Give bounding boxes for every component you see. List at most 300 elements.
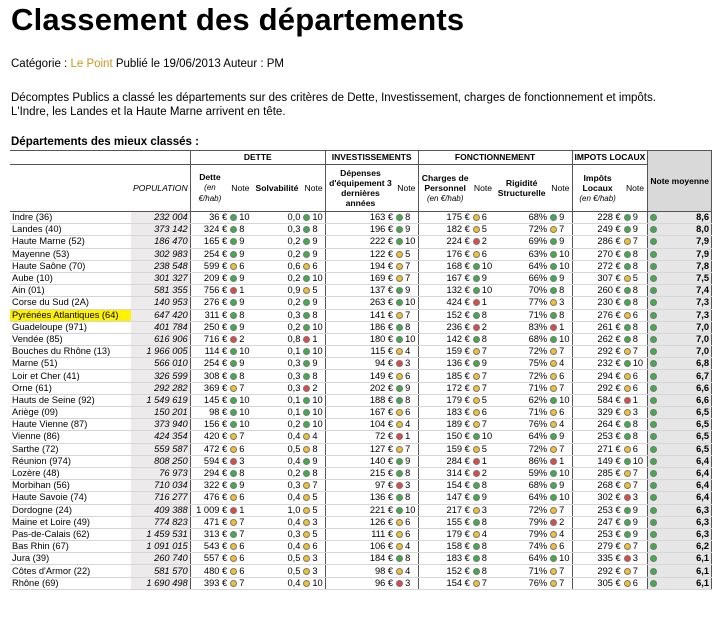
status-dot-icon (303, 324, 310, 331)
depenses-value: 115 € (325, 346, 395, 358)
rigidite-note: 7 (549, 382, 572, 394)
rigidite-value: 64% (494, 492, 549, 504)
depenses-value: 202 € (325, 382, 395, 394)
solvabilite-note: 1 (302, 333, 325, 345)
status-dot-icon (230, 446, 237, 453)
rigidite-value: 63% (494, 248, 549, 260)
solvabilite-value: 0,4 (252, 577, 303, 589)
rigidite-value: 79% (494, 528, 549, 540)
depenses-value: 196 € (325, 224, 395, 236)
charges-note: 2 (472, 236, 494, 248)
status-dot-icon (473, 507, 480, 514)
impots-note: 9 (623, 212, 648, 224)
status-dot-icon (230, 433, 237, 440)
status-dot-icon (473, 543, 480, 550)
status-dot-icon (624, 555, 631, 562)
rigidite-note: 8 (549, 285, 572, 297)
solvabilite-note: 10 (302, 272, 325, 284)
population-value: 1 690 498 (131, 577, 190, 589)
depenses-note: 9 (395, 285, 418, 297)
rigidite-note: 2 (549, 516, 572, 528)
impots-value: 264 € (572, 419, 623, 431)
status-dot-icon (624, 263, 631, 270)
status-dot-icon (650, 519, 657, 526)
solvabilite-value: 0,1 (252, 407, 303, 419)
impots-value: 272 € (572, 260, 623, 272)
note-moyenne-value: 6,8 (648, 358, 712, 370)
depenses-value: 136 € (325, 492, 395, 504)
rigidite-note: 9 (549, 431, 572, 443)
solvabilite-note: 5 (302, 492, 325, 504)
impots-note: 3 (623, 407, 648, 419)
status-dot-icon (230, 580, 237, 587)
status-dot-icon (396, 238, 403, 245)
dept-name: Côtes d'Armor (22) (10, 565, 131, 577)
solvabilite-note: 10 (302, 577, 325, 589)
rigidite-note: 1 (549, 455, 572, 467)
charges-note: 7 (472, 370, 494, 382)
header-note-rigidite: Note (549, 165, 572, 212)
dette-note: 6 (229, 565, 251, 577)
depenses-value: 106 € (325, 541, 395, 553)
impots-note: 9 (623, 528, 648, 540)
status-dot-icon (396, 531, 403, 538)
solvabilite-value: 0,3 (252, 528, 303, 540)
charges-note: 6 (472, 248, 494, 260)
dette-note: 9 (229, 248, 251, 260)
charges-value: 182 € (418, 224, 472, 236)
category-link[interactable]: Le Point (70, 58, 113, 70)
status-dot-icon (650, 421, 657, 428)
charges-note: 8 (472, 565, 494, 577)
table-row (10, 443, 712, 455)
population-value: 581 570 (131, 565, 190, 577)
rigidite-note: 9 (549, 480, 572, 492)
dept-name: Rhône (69) (10, 577, 131, 589)
note-moyenne-value: 7,3 (648, 309, 712, 321)
rigidite-note: 8 (549, 309, 572, 321)
status-dot-icon (303, 580, 310, 587)
table-row (10, 577, 712, 589)
depenses-value: 263 € (325, 297, 395, 309)
solvabilite-note: 9 (302, 248, 325, 260)
rigidite-value: 64% (494, 431, 549, 443)
note-moyenne-value: 7,8 (648, 260, 712, 272)
status-dot-icon (230, 373, 237, 380)
population-value: 424 354 (131, 431, 190, 443)
rigidite-value: 62% (494, 394, 549, 406)
solvabilite-note: 10 (302, 419, 325, 431)
status-dot-icon (650, 360, 657, 367)
table-row (10, 492, 712, 504)
depenses-note: 10 (395, 297, 418, 309)
status-dot-icon (650, 263, 657, 270)
status-dot-icon (473, 275, 480, 282)
impots-value: 584 € (572, 394, 623, 406)
charges-value: 176 € (418, 248, 472, 260)
note-moyenne-value: 8,6 (648, 212, 712, 224)
solvabilite-note: 8 (302, 443, 325, 455)
status-dot-icon (650, 336, 657, 343)
rigidite-value: 64% (494, 553, 549, 565)
rigidite-value: 72% (494, 504, 549, 516)
status-dot-icon (650, 433, 657, 440)
status-dot-icon (230, 519, 237, 526)
status-dot-icon (473, 421, 480, 428)
depenses-note: 6 (395, 528, 418, 540)
population-value: 1 549 619 (131, 394, 190, 406)
status-dot-icon (303, 287, 310, 294)
population-value: 76 973 (131, 467, 190, 479)
charges-value: 159 € (418, 443, 472, 455)
rigidite-note: 10 (549, 260, 572, 272)
depenses-note: 9 (395, 455, 418, 467)
dept-name: Bouches du Rhône (13) (10, 346, 131, 358)
solvabilite-value: 0,1 (252, 394, 303, 406)
dette-value: 472 € (190, 443, 229, 455)
depenses-note: 7 (395, 309, 418, 321)
solvabilite-note: 10 (302, 394, 325, 406)
group-header-row (10, 151, 712, 165)
dette-note: 9 (229, 272, 251, 284)
depenses-value: 149 € (325, 370, 395, 382)
depenses-note: 4 (395, 346, 418, 358)
table-row (10, 504, 712, 516)
charges-note: 1 (472, 455, 494, 467)
charges-note: 2 (472, 467, 494, 479)
charges-value: 136 € (418, 358, 472, 370)
charges-note: 10 (472, 285, 494, 297)
dept-name: Réunion (974) (10, 455, 131, 467)
depenses-value: 167 € (325, 407, 395, 419)
solvabilite-note: 3 (302, 553, 325, 565)
status-dot-icon (550, 214, 557, 221)
status-dot-icon (650, 482, 657, 489)
status-dot-icon (550, 507, 557, 514)
rigidite-note: 10 (549, 492, 572, 504)
status-dot-icon (550, 482, 557, 489)
solvabilite-note: 8 (302, 467, 325, 479)
status-dot-icon (303, 299, 310, 306)
rigidite-value: 66% (494, 272, 549, 284)
note-moyenne-value: 7,4 (648, 285, 712, 297)
charges-value: 155 € (418, 516, 472, 528)
dette-value: 393 € (190, 577, 229, 589)
impots-note: 10 (623, 358, 648, 370)
status-dot-icon (473, 494, 480, 501)
note-moyenne-value: 6,5 (648, 419, 712, 431)
charges-value: 314 € (418, 467, 472, 479)
status-dot-icon (650, 287, 657, 294)
depenses-note: 10 (395, 504, 418, 516)
charges-value: 179 € (418, 528, 472, 540)
dette-value: 324 € (190, 224, 229, 236)
status-dot-icon (550, 568, 557, 575)
note-moyenne-value: 6,6 (648, 394, 712, 406)
impots-value: 286 € (572, 236, 623, 248)
status-dot-icon (550, 397, 557, 404)
dette-note: 6 (229, 260, 251, 272)
status-dot-icon (230, 409, 237, 416)
impots-note: 6 (623, 443, 648, 455)
status-dot-icon (624, 226, 631, 233)
rigidite-value: 72% (494, 370, 549, 382)
status-dot-icon (396, 555, 403, 562)
depenses-note: 10 (395, 333, 418, 345)
dette-value: 250 € (190, 321, 229, 333)
rigidite-value: 68% (494, 212, 549, 224)
status-dot-icon (624, 543, 631, 550)
impots-note: 8 (623, 285, 648, 297)
rigidite-note: 10 (549, 394, 572, 406)
depenses-value: 140 € (325, 455, 395, 467)
impots-value: 294 € (572, 370, 623, 382)
table-row (10, 260, 712, 272)
impots-note: 7 (623, 467, 648, 479)
rigidite-note: 3 (549, 297, 572, 309)
table-row (10, 248, 712, 260)
rigidite-value: 77% (494, 297, 549, 309)
depenses-note: 6 (395, 370, 418, 382)
dette-note: 6 (229, 541, 251, 553)
status-dot-icon (473, 263, 480, 270)
rigidite-value: 86% (494, 455, 549, 467)
status-dot-icon (550, 446, 557, 453)
solvabilite-value: 0,8 (252, 333, 303, 345)
dette-note: 10 (229, 346, 251, 358)
depenses-value: 222 € (325, 236, 395, 248)
impots-value: 270 € (572, 248, 623, 260)
charges-value: 284 € (418, 455, 472, 467)
population-value: 616 906 (131, 333, 190, 345)
status-dot-icon (624, 348, 631, 355)
status-dot-icon (473, 580, 480, 587)
rigidite-note: 7 (549, 224, 572, 236)
dette-note: 2 (229, 333, 251, 345)
depenses-note: 1 (395, 431, 418, 443)
note-moyenne-value: 6,1 (648, 565, 712, 577)
status-dot-icon (230, 397, 237, 404)
charges-note: 6 (472, 407, 494, 419)
solvabilite-note: 6 (302, 541, 325, 553)
dette-value: 276 € (190, 297, 229, 309)
status-dot-icon (650, 446, 657, 453)
solvabilite-value: 0,2 (252, 236, 303, 248)
dette-value: 476 € (190, 492, 229, 504)
header-impots: Impôts Locaux (en €/hab) (572, 165, 623, 212)
status-dot-icon (396, 226, 403, 233)
population-value: 301 327 (131, 272, 190, 284)
charges-value: 424 € (418, 297, 472, 309)
solvabilite-value: 0,3 (252, 224, 303, 236)
charges-note: 8 (472, 309, 494, 321)
dette-note: 7 (229, 382, 251, 394)
dept-name: Vienne (86) (10, 431, 131, 443)
depenses-value: 188 € (325, 394, 395, 406)
table-row (10, 480, 712, 492)
status-dot-icon (650, 568, 657, 575)
impots-value: 253 € (572, 431, 623, 443)
note-moyenne-value: 6,4 (648, 455, 712, 467)
note-moyenne-value: 8,0 (648, 224, 712, 236)
status-dot-icon (550, 336, 557, 343)
charges-value: 132 € (418, 285, 472, 297)
population-value: 710 034 (131, 480, 190, 492)
charges-note: 8 (472, 333, 494, 345)
status-dot-icon (230, 470, 237, 477)
rigidite-note: 7 (549, 577, 572, 589)
depenses-note: 9 (395, 382, 418, 394)
status-dot-icon (473, 312, 480, 319)
table-row (10, 224, 712, 236)
status-dot-icon (230, 251, 237, 258)
status-dot-icon (303, 555, 310, 562)
rigidite-note: 10 (549, 333, 572, 345)
depenses-value: 141 € (325, 309, 395, 321)
header-note-dette: Note (229, 165, 251, 212)
rigidite-value: 75% (494, 358, 549, 370)
solvabilite-value: 0,2 (252, 419, 303, 431)
solvabilite-note: 10 (302, 212, 325, 224)
note-moyenne-value: 6,1 (648, 553, 712, 565)
dept-name: Marne (51) (10, 358, 131, 370)
status-dot-icon (303, 458, 310, 465)
status-dot-icon (396, 507, 403, 514)
dette-note: 6 (229, 492, 251, 504)
rigidite-note: 7 (549, 565, 572, 577)
rigidite-note: 6 (549, 370, 572, 382)
note-moyenne-value: 6,5 (648, 431, 712, 443)
depenses-value: 72 € (325, 431, 395, 443)
note-moyenne-value: 6,3 (648, 528, 712, 540)
depenses-value: 137 € (325, 285, 395, 297)
status-dot-icon (624, 385, 631, 392)
status-dot-icon (230, 458, 237, 465)
status-dot-icon (396, 458, 403, 465)
impots-note: 8 (623, 431, 648, 443)
table-row (10, 321, 712, 333)
status-dot-icon (303, 543, 310, 550)
impots-value: 247 € (572, 516, 623, 528)
rigidite-note: 6 (549, 407, 572, 419)
note-moyenne-value: 6,2 (648, 541, 712, 553)
solvabilite-note: 2 (302, 382, 325, 394)
status-dot-icon (550, 360, 557, 367)
dette-value: 313 € (190, 528, 229, 540)
status-dot-icon (650, 397, 657, 404)
note-moyenne-value: 6,5 (648, 443, 712, 455)
status-dot-icon (303, 275, 310, 282)
charges-value: 150 € (418, 431, 472, 443)
solvabilite-note: 4 (302, 431, 325, 443)
dette-note: 9 (229, 236, 251, 248)
depenses-value: 98 € (325, 565, 395, 577)
impots-value: 276 € (572, 309, 623, 321)
impots-note: 7 (623, 236, 648, 248)
page-title: Classement des départements (11, 2, 465, 37)
dept-name: Mayenne (53) (10, 248, 131, 260)
solvabilite-note: 9 (302, 358, 325, 370)
dette-note: 10 (229, 419, 251, 431)
status-dot-icon (303, 214, 310, 221)
table-row (10, 467, 712, 479)
status-dot-icon (473, 348, 480, 355)
status-dot-icon (303, 507, 310, 514)
status-dot-icon (473, 555, 480, 562)
charges-note: 7 (472, 346, 494, 358)
status-dot-icon (473, 226, 480, 233)
dette-note: 9 (229, 480, 251, 492)
rigidite-value: 79% (494, 516, 549, 528)
charges-value: 183 € (418, 553, 472, 565)
status-dot-icon (624, 214, 631, 221)
solvabilite-value: 0,2 (252, 321, 303, 333)
dette-value: 322 € (190, 480, 229, 492)
status-dot-icon (624, 421, 631, 428)
status-dot-icon (396, 421, 403, 428)
status-dot-icon (624, 287, 631, 294)
charges-note: 10 (472, 260, 494, 272)
status-dot-icon (550, 263, 557, 270)
status-dot-icon (303, 263, 310, 270)
solvabilite-value: 0,4 (252, 492, 303, 504)
dept-name: Haute Vienne (87) (10, 419, 131, 431)
status-dot-icon (550, 373, 557, 380)
dette-note: 6 (229, 443, 251, 455)
table-row (10, 370, 712, 382)
rigidite-value: 64% (494, 260, 549, 272)
solvabilite-note: 10 (302, 321, 325, 333)
table-row (10, 431, 712, 443)
dept-name: Landes (40) (10, 224, 131, 236)
status-dot-icon (230, 287, 237, 294)
status-dot-icon (230, 555, 237, 562)
impots-note: 8 (623, 260, 648, 272)
status-dot-icon (396, 373, 403, 380)
note-moyenne-value: 6,3 (648, 516, 712, 528)
status-dot-icon (473, 470, 480, 477)
dette-note: 9 (229, 358, 251, 370)
status-dot-icon (303, 470, 310, 477)
dept-name: Bas Rhin (67) (10, 541, 131, 553)
impots-note: 8 (623, 419, 648, 431)
status-dot-icon (230, 214, 237, 221)
note-moyenne-value: 7,0 (648, 346, 712, 358)
solvabilite-value: 0,4 (252, 516, 303, 528)
charges-value: 175 € (418, 212, 472, 224)
dept-name: Corse du Sud (2A) (10, 297, 131, 309)
rigidite-note: 1 (549, 321, 572, 333)
status-dot-icon (230, 312, 237, 319)
population-value: 292 282 (131, 382, 190, 394)
status-dot-icon (550, 251, 557, 258)
header-rigidite: Rigidité Structurelle (494, 165, 549, 212)
charges-note: 5 (472, 394, 494, 406)
solvabilite-note: 9 (302, 236, 325, 248)
status-dot-icon (550, 226, 557, 233)
dette-note: 7 (229, 431, 251, 443)
status-dot-icon (650, 409, 657, 416)
rigidite-note: 4 (549, 528, 572, 540)
rigidite-value: 76% (494, 577, 549, 589)
population-value: 373 142 (131, 224, 190, 236)
section-heading: Départements des mieux classés : (11, 136, 199, 148)
solvabilite-note: 10 (302, 407, 325, 419)
depenses-note: 4 (395, 419, 418, 431)
impots-value: 279 € (572, 541, 623, 553)
status-dot-icon (624, 251, 631, 258)
charges-value: 152 € (418, 565, 472, 577)
